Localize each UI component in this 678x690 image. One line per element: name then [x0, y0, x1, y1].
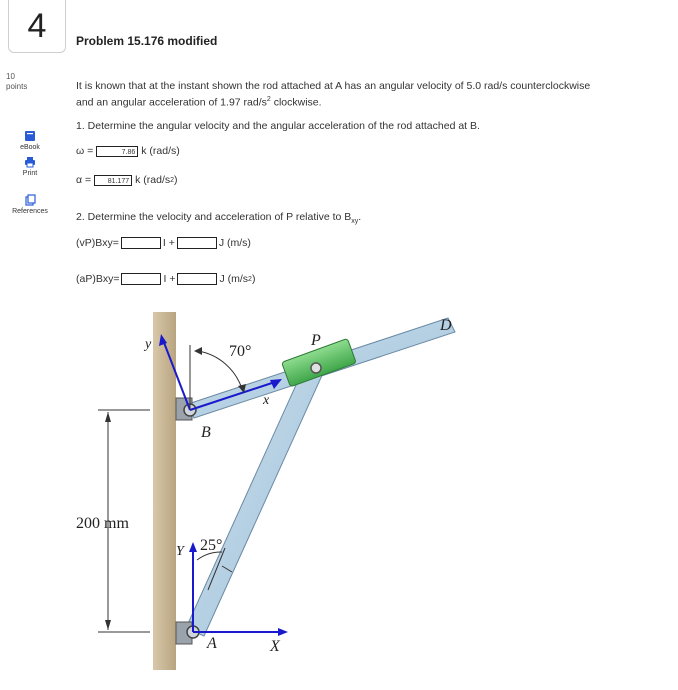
problem-title: Problem 15.176 modified: [76, 34, 218, 48]
acceleration-unit-close: ): [251, 273, 256, 285]
points-value: 10: [6, 72, 15, 81]
alpha-unit: k (rad/s: [135, 174, 171, 186]
part2-sub: xy: [351, 218, 359, 226]
intro-line2-pre: and an angular acceleration of 1.97 rad/s: [76, 96, 267, 109]
print-label: Print: [22, 170, 38, 177]
angle-arc-70-arrow: [194, 347, 202, 355]
label-p: P: [311, 332, 321, 349]
alpha-unit-close: ): [174, 174, 178, 186]
label-angle-25: 25°: [200, 537, 223, 554]
alpha-input[interactable]: 81.177: [94, 175, 132, 186]
velocity-label: (vP)Bxy: [76, 237, 113, 249]
part2-pre: 2. Determine the velocity and acceleration of P relative to B: [76, 211, 352, 223]
dimension-arrow-down: [105, 620, 111, 630]
problem-intro-line1: It is known that at the instant shown the rod attached at A has an angular velocity of 5.0 rad/s counterclockwise: [76, 80, 591, 92]
alpha-symbol: α =: [76, 174, 92, 186]
dimension-arrow-up: [105, 412, 111, 422]
velocity-eq: =: [112, 237, 119, 249]
omega-input[interactable]: 7.86: [96, 146, 138, 157]
label-a: A: [207, 635, 217, 652]
intro-line2-post: clockwise.: [270, 96, 322, 109]
alpha-unit-sup: 2: [170, 176, 175, 184]
velocity-i-label: I +: [162, 237, 175, 249]
label-y-local: y: [145, 337, 152, 352]
omega-unit: k (rad/s): [141, 145, 180, 157]
intro-line2-sup: 2: [266, 96, 271, 103]
label-y-global: Y: [176, 544, 184, 559]
axis-x-global-arrow: [278, 628, 288, 636]
label-angle-70: 70°: [229, 343, 252, 360]
label-x-global: X: [270, 638, 280, 655]
acceleration-eq: =: [113, 273, 120, 285]
velocity-unit: J (m/s): [218, 237, 251, 249]
label-x-local: x: [263, 393, 270, 408]
points-unit: points: [6, 82, 28, 91]
axis-y-global-arrow: [189, 542, 197, 552]
part2-post: .: [358, 211, 362, 223]
acceleration-i-label: I +: [163, 273, 176, 285]
acceleration-label: (aP)Bxy: [76, 273, 114, 285]
label-b: B: [201, 424, 211, 441]
question-number: 4: [8, 0, 66, 53]
acceleration-unit-sup: 2: [248, 275, 252, 283]
pin-p: [311, 363, 321, 373]
part1-text: 1. Determine the angular velocity and the angular acceleration of the rod attached at B.: [76, 120, 480, 132]
ebook-label: eBook: [20, 144, 40, 151]
references-label: References: [12, 208, 48, 215]
dimension-label: 200 mm: [76, 515, 129, 532]
label-d: D: [440, 317, 452, 334]
omega-symbol: ω =: [76, 145, 94, 157]
acceleration-unit: J (m/s: [219, 273, 249, 285]
